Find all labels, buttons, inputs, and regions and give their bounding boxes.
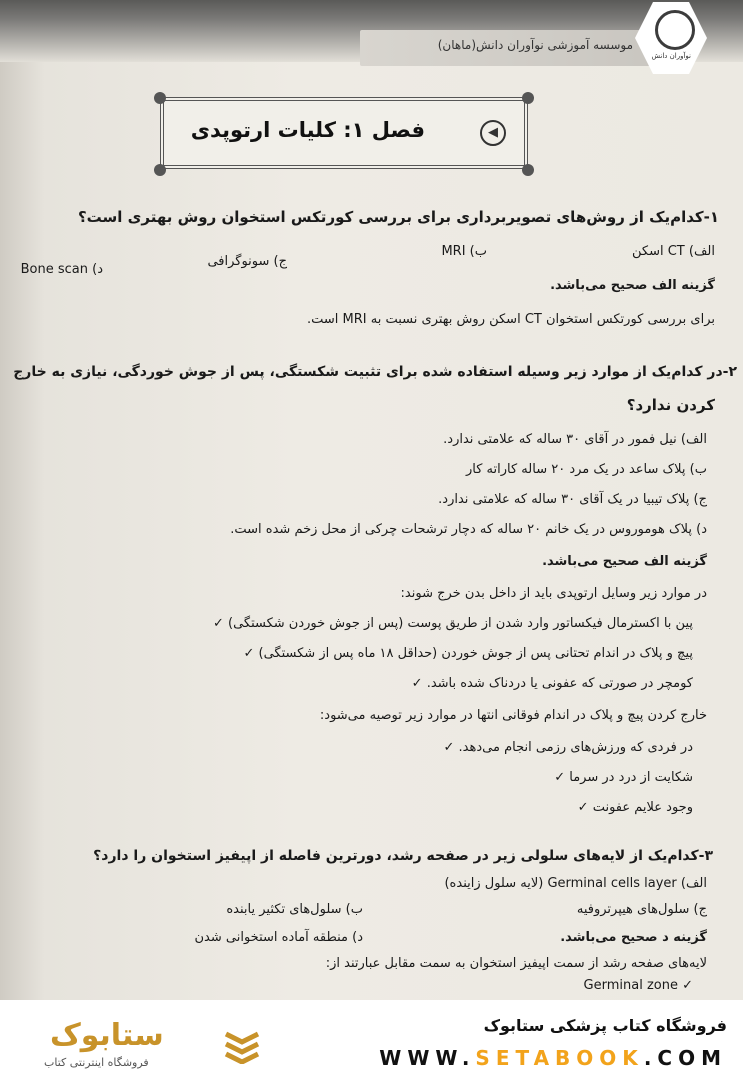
q2-bullet: وجود علایم عفونت ✓: [578, 800, 693, 815]
book-stack-icon: [222, 1024, 262, 1064]
q1-option-d: د) Bone scan: [20, 262, 103, 277]
q3-answer: گزینه د صحیح می‌باشد.: [560, 930, 707, 945]
q1-option-a: الف) CT اسکن: [632, 244, 715, 259]
q2-bullet: کومچر در صورتی که عفونی یا دردناک شده باشد. ✓: [412, 676, 693, 691]
q2-option-a: الف) نیل فمور در آقای ۳۰ ساله که علامتی ندارد.: [443, 432, 707, 447]
institute-name: موسسه آموزشی نوآوران دانش(ماهان): [437, 38, 633, 52]
question-2-line-1: ۲-در کدام‌یک از موارد زیر وسیله استفاده شده برای تثبیت شکستگی، پس از جوش خوردگی، نیازی به خارج: [13, 364, 737, 380]
q2-intro: در موارد زیر وسایل ارتوپدی باید از داخل بدن خرج شوند:: [400, 586, 707, 601]
url-suffix: .COM: [643, 1046, 727, 1070]
frame-corner-dot: [522, 164, 534, 176]
q1-explanation: برای بررسی کورتکس استخوان CT اسکن روش بهتری نسبت به MRI است.: [307, 312, 715, 327]
q2-option-c: ج) پلاک تیبیا در یک آقای ۳۰ ساله که علامتی ندارد.: [438, 492, 707, 507]
question-3: ۳-کدام‌یک از لایه‌های سلولی زیر در صفحه رشد، دورترین فاصله از اپیفیز استخوان را دارد؟: [93, 848, 713, 864]
q1-answer: گزینه الف صحیح می‌باشد.: [550, 278, 715, 293]
q2-bullet: در فردی که ورزش‌های رزمی انجام می‌دهد. ✓: [444, 740, 693, 755]
chapter-title: فصل ۱: کلیات ارتوپدی: [190, 118, 425, 142]
url-prefix: WWW.: [379, 1046, 476, 1070]
store-url[interactable]: [379, 1046, 727, 1070]
url-brand: SETABOOK: [475, 1046, 644, 1070]
logo-caption: نوآوران دانش: [651, 52, 691, 60]
q3-option-d: د) منطقه آماده استخوانی شدن: [194, 930, 363, 945]
frame-corner-dot: [522, 92, 534, 104]
frame-corner-dot: [154, 164, 166, 176]
question-2-line-2: کردن ندارد؟: [626, 396, 715, 414]
q2-option-d: د) پلاک هوموروس در یک خانم ۲۰ ساله که دچار ترشحات چرکی از محل زخم شده است.: [230, 522, 707, 537]
store-name: فروشگاه کتاب پزشکی ستابوک: [483, 1016, 727, 1035]
store-logo-word: ستابوک: [50, 1018, 164, 1053]
q1-option-c: ج) سونوگرافی: [207, 254, 287, 269]
question-1: ۱-کدام‌یک از روش‌های تصویربرداری برای بررسی کورتکس استخوان روش بهتری است؟: [77, 208, 719, 226]
q2-bullet: پین با اکسترمال فیکساتور وارد شدن از طریق پوست (پس از جوش خوردن شکستگی) ✓: [213, 616, 693, 631]
q1-option-b: ب) MRI: [441, 244, 487, 259]
q2-option-b: ب) پلاک ساعد در یک مرد ۲۰ ساله کاراته کار: [465, 462, 707, 477]
q2-answer: گزینه الف صحیح می‌باشد.: [542, 554, 707, 569]
play-icon: ◀: [480, 120, 506, 146]
logo-emblem-icon: [655, 10, 695, 50]
q3-option-a: الف) Germinal cells layer (لایه سلول زاینده): [444, 876, 707, 891]
q3-explanation: لایه‌های صفحه رشد از سمت اپیفیز استخوان به سمت مقابل عبارتند از:: [325, 956, 707, 971]
q2-bullet: شکایت از درد در سرما ✓: [554, 770, 693, 785]
q2-bullet: پیچ و پلاک در اندام تحتانی پس از جوش خوردن (حداقل ۱۸ ماه پس از شکستگی) ✓: [243, 646, 693, 661]
q3-option-c: ج) سلول‌های هیپرتروفیه: [576, 902, 707, 917]
q2-intro-2: خارج کردن پیچ و پلاک در اندام فوقانی انتها در موارد زیر توصیه می‌شود:: [319, 708, 707, 723]
store-logo-subtitle: فروشگاه اینترنتی کتاب: [44, 1056, 149, 1069]
frame-corner-dot: [154, 92, 166, 104]
q3-bullet: Germinal zone ✓: [584, 978, 693, 993]
q3-option-b: ب) سلول‌های تکثیر یابنده: [226, 902, 363, 917]
